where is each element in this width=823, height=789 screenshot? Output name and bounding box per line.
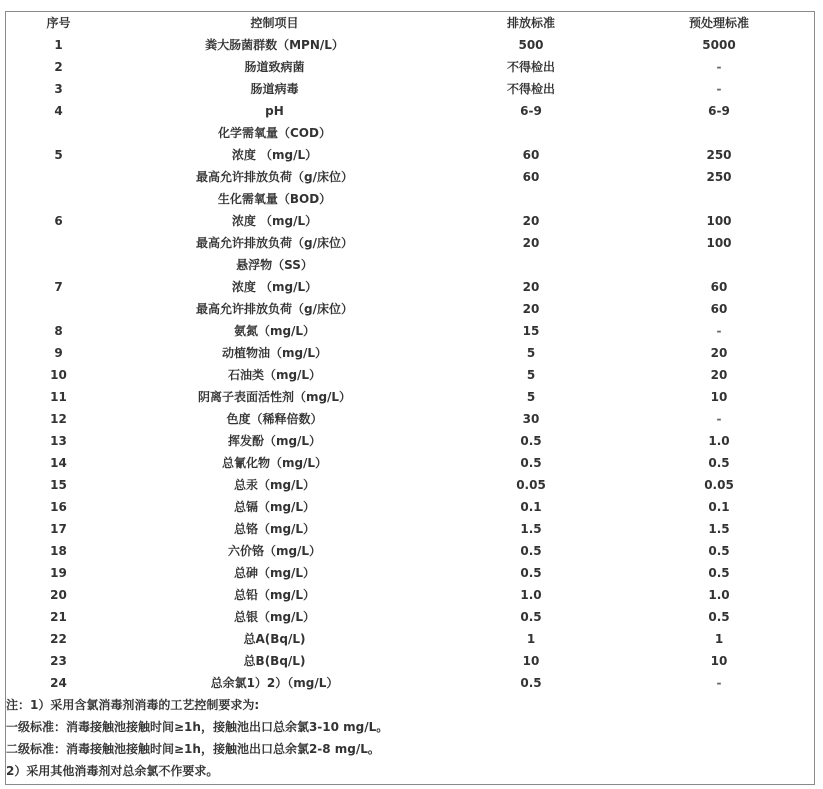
row-emission bbox=[438, 122, 624, 144]
row-item: 总B(Bq/L) bbox=[243, 654, 306, 668]
row-no: 4 bbox=[54, 104, 63, 118]
row-pretreatment: - bbox=[716, 82, 722, 96]
row-pretreatment: 100 bbox=[706, 214, 732, 228]
table-row bbox=[6, 298, 814, 320]
row-emission: 0.5 bbox=[520, 434, 542, 448]
row-item: 最高允许排放负荷（g/床位） bbox=[196, 302, 353, 316]
table-row bbox=[6, 386, 814, 408]
table-row bbox=[6, 452, 814, 474]
table-row bbox=[6, 562, 814, 584]
row-pretreatment: - bbox=[716, 60, 722, 74]
table-row bbox=[6, 540, 814, 562]
row-item: 最高允许排放负荷（g/床位） bbox=[196, 170, 353, 184]
row-item: 总镉（mg/L） bbox=[233, 500, 316, 514]
row-item: 氨氮（mg/L） bbox=[233, 324, 316, 338]
row-pretreatment: - bbox=[716, 676, 722, 690]
row-emission: 0.05 bbox=[516, 478, 546, 492]
row-no: 24 bbox=[50, 676, 67, 690]
header-no: 序号 bbox=[46, 16, 71, 30]
header-pretreatment: 预处理标准 bbox=[688, 16, 749, 30]
note-text: 2）采用其他消毒剂对总余氯不作要求。 bbox=[6, 764, 219, 778]
row-item: 肠道病毒 bbox=[250, 82, 299, 96]
row-pretreatment: 6-9 bbox=[708, 104, 730, 118]
table-row bbox=[6, 188, 814, 210]
row-pretreatment: 1 bbox=[714, 632, 724, 646]
row-no: 9 bbox=[54, 346, 63, 360]
row-pretreatment bbox=[624, 254, 814, 276]
row-item: 总A(Bq/L) bbox=[243, 632, 306, 646]
row-emission: 5 bbox=[526, 346, 536, 360]
table-row bbox=[6, 210, 814, 232]
row-emission: 5 bbox=[526, 368, 536, 382]
row-item: 化学需氧量（COD） bbox=[218, 126, 331, 140]
row-pretreatment: 0.1 bbox=[708, 500, 730, 514]
table-row bbox=[6, 364, 814, 386]
table-row bbox=[6, 100, 814, 122]
row-item: 石油类（mg/L） bbox=[227, 368, 322, 382]
row-item: 总银（mg/L） bbox=[233, 610, 316, 624]
note-row bbox=[6, 760, 814, 782]
row-no: 8 bbox=[54, 324, 63, 338]
row-item: 六价铬（mg/L） bbox=[227, 544, 322, 558]
row-pretreatment: 0.5 bbox=[708, 566, 730, 580]
row-item: 肠道致病菌 bbox=[244, 60, 305, 74]
table-row bbox=[6, 254, 814, 276]
note-text: 注：1）采用含氯消毒剂消毒的工艺控制要求为: bbox=[6, 698, 260, 712]
row-item: 总氰化物（mg/L） bbox=[221, 456, 328, 470]
row-no: 13 bbox=[50, 434, 67, 448]
row-no: 21 bbox=[50, 610, 67, 624]
row-no: 3 bbox=[54, 82, 63, 96]
row-pretreatment: 60 bbox=[710, 280, 728, 294]
row-emission: 20 bbox=[522, 236, 540, 250]
row-emission: 60 bbox=[522, 148, 540, 162]
table-row bbox=[6, 672, 814, 694]
row-emission: 500 bbox=[518, 38, 544, 52]
note-text: 一级标准：消毒接触池接触时间≥1h，接触池出口总余氯3-10 mg/L。 bbox=[6, 720, 389, 734]
row-no: 11 bbox=[50, 390, 67, 404]
row-emission: 0.5 bbox=[520, 456, 542, 470]
row-emission: 15 bbox=[522, 324, 540, 338]
row-pretreatment: 1.0 bbox=[708, 588, 730, 602]
row-emission: 1 bbox=[526, 632, 536, 646]
row-emission bbox=[438, 254, 624, 276]
table-row bbox=[6, 144, 814, 166]
row-pretreatment: 1.5 bbox=[708, 522, 730, 536]
table-row bbox=[6, 34, 814, 56]
row-pretreatment: 10 bbox=[710, 654, 728, 668]
row-no: 20 bbox=[50, 588, 67, 602]
row-no: 16 bbox=[50, 500, 67, 514]
row-emission: 1.5 bbox=[520, 522, 542, 536]
table-row bbox=[6, 122, 814, 144]
note-row bbox=[6, 738, 814, 760]
row-emission: 10 bbox=[522, 654, 540, 668]
row-no: 1 bbox=[54, 38, 63, 52]
row-emission: 不得检出 bbox=[506, 82, 555, 96]
row-item: 总余氯1）2）（mg/L） bbox=[210, 676, 339, 690]
row-emission: 不得检出 bbox=[506, 60, 555, 74]
row-no: 23 bbox=[50, 654, 67, 668]
row-no: 17 bbox=[50, 522, 67, 536]
note-row bbox=[6, 716, 814, 738]
row-item: 悬浮物（SS） bbox=[236, 258, 313, 272]
row-item: 总铅（mg/L） bbox=[233, 588, 316, 602]
row-item: 挥发酚（mg/L） bbox=[227, 434, 322, 448]
table-row bbox=[6, 518, 814, 540]
row-no: 22 bbox=[50, 632, 67, 646]
header-emission: 排放标准 bbox=[506, 16, 555, 30]
row-item: 动植物油（mg/L） bbox=[221, 346, 328, 360]
table-row bbox=[6, 408, 814, 430]
row-no: 15 bbox=[50, 478, 67, 492]
row-pretreatment: 20 bbox=[710, 346, 728, 360]
row-pretreatment: 1.0 bbox=[708, 434, 730, 448]
row-item: 粪大肠菌群数（MPN/L） bbox=[205, 38, 344, 52]
table-row bbox=[6, 232, 814, 254]
row-emission: 20 bbox=[522, 280, 540, 294]
row-emission: 20 bbox=[522, 302, 540, 316]
row-emission: 1.0 bbox=[520, 588, 542, 602]
row-pretreatment: 0.5 bbox=[708, 456, 730, 470]
row-emission: 60 bbox=[522, 170, 540, 184]
table-row bbox=[6, 166, 814, 188]
row-pretreatment: 250 bbox=[706, 170, 732, 184]
row-no: 19 bbox=[50, 566, 67, 580]
row-pretreatment: 250 bbox=[706, 148, 732, 162]
table-row bbox=[6, 650, 814, 672]
table-row bbox=[6, 584, 814, 606]
standards-table bbox=[6, 12, 814, 782]
row-emission: 5 bbox=[526, 390, 536, 404]
row-emission: 0.5 bbox=[520, 676, 542, 690]
row-no: 2 bbox=[54, 60, 63, 74]
row-pretreatment: - bbox=[716, 324, 722, 338]
row-no: 18 bbox=[50, 544, 67, 558]
row-emission: 0.1 bbox=[520, 500, 542, 514]
row-no: 6 bbox=[54, 214, 63, 228]
row-pretreatment: 5000 bbox=[702, 38, 736, 52]
row-item: 最高允许排放负荷（g/床位） bbox=[196, 236, 353, 250]
row-pretreatment: 0.5 bbox=[708, 610, 730, 624]
row-item: 浓度 （mg/L） bbox=[231, 280, 318, 294]
header-item: 控制项目 bbox=[250, 16, 299, 30]
row-no: 10 bbox=[50, 368, 67, 382]
row-no: 7 bbox=[54, 280, 63, 294]
row-pretreatment bbox=[624, 122, 814, 144]
table-row bbox=[6, 628, 814, 650]
row-item: pH bbox=[265, 104, 284, 118]
row-item: 生化需氧量（BOD） bbox=[217, 192, 332, 206]
row-item: 浓度 （mg/L） bbox=[231, 148, 318, 162]
row-item: 总砷（mg/L） bbox=[233, 566, 316, 580]
row-pretreatment: 60 bbox=[710, 302, 728, 316]
table-row bbox=[6, 78, 814, 100]
row-no: 14 bbox=[50, 456, 67, 470]
table-row bbox=[6, 342, 814, 364]
row-pretreatment bbox=[624, 188, 814, 210]
table-row bbox=[6, 56, 814, 78]
row-no: 12 bbox=[50, 412, 67, 426]
note-text: 二级标准：消毒接触池接触时间≥1h，接触池出口总余氯2-8 mg/L。 bbox=[6, 742, 380, 756]
row-pretreatment: 0.05 bbox=[704, 478, 734, 492]
row-item: 色度（稀释倍数） bbox=[226, 412, 323, 426]
row-emission: 20 bbox=[522, 214, 540, 228]
row-item: 总汞（mg/L） bbox=[233, 478, 316, 492]
table-row bbox=[6, 430, 814, 452]
row-emission: 0.5 bbox=[520, 610, 542, 624]
table-row bbox=[6, 606, 814, 628]
row-emission bbox=[438, 188, 624, 210]
row-pretreatment: 20 bbox=[710, 368, 728, 382]
row-item: 浓度 （mg/L） bbox=[231, 214, 318, 228]
row-pretreatment: 0.5 bbox=[708, 544, 730, 558]
row-emission: 6-9 bbox=[520, 104, 542, 118]
row-item: 阴离子表面活性剂（mg/L） bbox=[197, 390, 352, 404]
row-item: 总铬（mg/L） bbox=[233, 522, 316, 536]
row-emission: 0.5 bbox=[520, 544, 542, 558]
table-row bbox=[6, 320, 814, 342]
table-row bbox=[6, 474, 814, 496]
note-row bbox=[6, 694, 814, 716]
row-pretreatment: - bbox=[716, 412, 722, 426]
table-header-row bbox=[6, 12, 814, 34]
row-emission: 0.5 bbox=[520, 566, 542, 580]
row-no: 5 bbox=[54, 148, 63, 162]
standards-table-body bbox=[6, 12, 814, 782]
table-row bbox=[6, 496, 814, 518]
row-emission: 30 bbox=[522, 412, 540, 426]
table-row bbox=[6, 276, 814, 298]
row-pretreatment: 100 bbox=[706, 236, 732, 250]
row-pretreatment: 10 bbox=[710, 390, 728, 404]
